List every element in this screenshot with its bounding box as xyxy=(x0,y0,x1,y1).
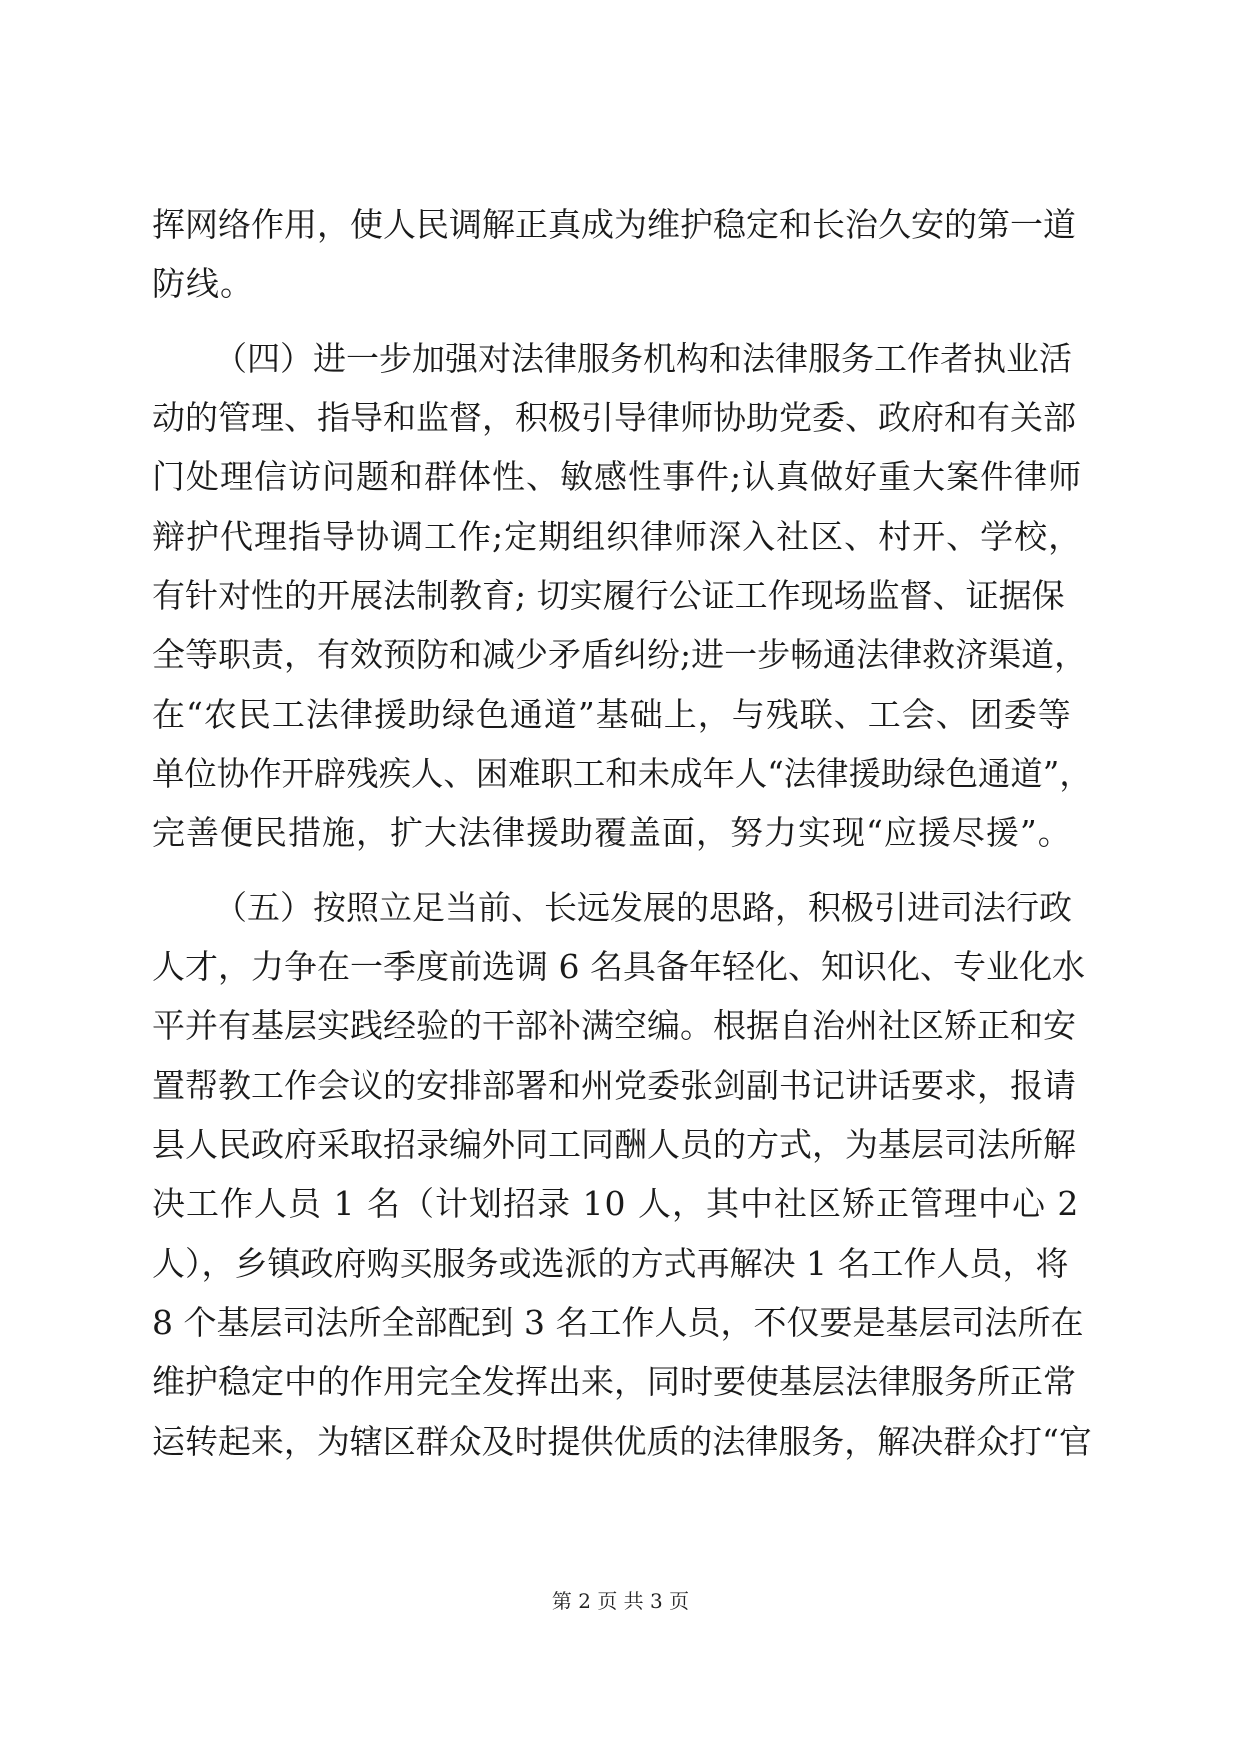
text-line: 人才，力争在一季度前选调 6 名具备年轻化、知识化、专业化水 xyxy=(152,947,1085,986)
page-footer xyxy=(0,1588,1241,1614)
text-line: 8 个基层司法所全部配到 3 名工作人员，不仅要是基层司法所在 xyxy=(152,1303,1084,1342)
text-line: 单位协作开辟残疾人、困难职工和未成年人“法律援助绿色通道”， xyxy=(152,754,1092,793)
text-line: 在“农民工法律援助绿色通道”基础上，与残联、工会、团委等 xyxy=(152,695,1072,734)
text-line: 平并有基层实践经验的干部补满空编。根据自治州社区矫正和安 xyxy=(152,1006,1076,1045)
text-line: 防线。 xyxy=(152,264,254,303)
text-line: 人），乡镇政府购买服务或选派的方式再解决 1 名工作人员，将 xyxy=(152,1244,1069,1283)
text-line: 挥网络作用，使人民调解正真成为维护稳定和长治久安的第一道 xyxy=(152,205,1076,244)
text-line: 动的管理、指导和监督，积极引导律师协助党委、政府和有关部 xyxy=(152,398,1076,437)
text-line: 有针对性的开展法制教育; 切实履行公证工作现场监督、证据保 xyxy=(152,576,1065,615)
text-line: 决工作人员 1 名（计划招录 10 人，其中社区矫正管理中心 2 xyxy=(152,1184,1080,1223)
text-line: 县人民政府采取招录编外同工同酬人员的方式，为基层司法所解 xyxy=(152,1125,1076,1164)
page-number-label: 第 2 页 共 3 页 xyxy=(551,1589,690,1613)
text-line: 完善便民措施，扩大法律援助覆盖面，努力实现“应援尽援”。 xyxy=(152,813,1072,852)
paragraph-five-start: （五）按照立足当前、长远发展的思路，积极引进司法行政 xyxy=(214,888,1072,927)
text-line: 置帮教工作会议的安排部署和州党委张剑副书记讲话要求，报请 xyxy=(152,1066,1076,1105)
text-line: 门处理信访问题和群体性、敏感性事件;认真做好重大案件律师 xyxy=(152,457,1083,496)
text-line: 全等职责，有效预防和减少矛盾纠纷;进一步畅通法律救济渠道， xyxy=(152,635,1088,674)
text-line: 辩护代理指导协调工作;定期组织律师深入社区、村开、学校， xyxy=(152,517,1083,556)
text-line: 运转起来，为辖区群众及时提供优质的法律服务，解决群众打“官 xyxy=(152,1422,1092,1461)
text-line: 维护稳定中的作用完全发挥出来，同时要使基层法律服务所正常 xyxy=(152,1362,1076,1401)
paragraph-four-start: （四）进一步加强对法律服务机构和法律服务工作者执业活 xyxy=(214,339,1072,378)
